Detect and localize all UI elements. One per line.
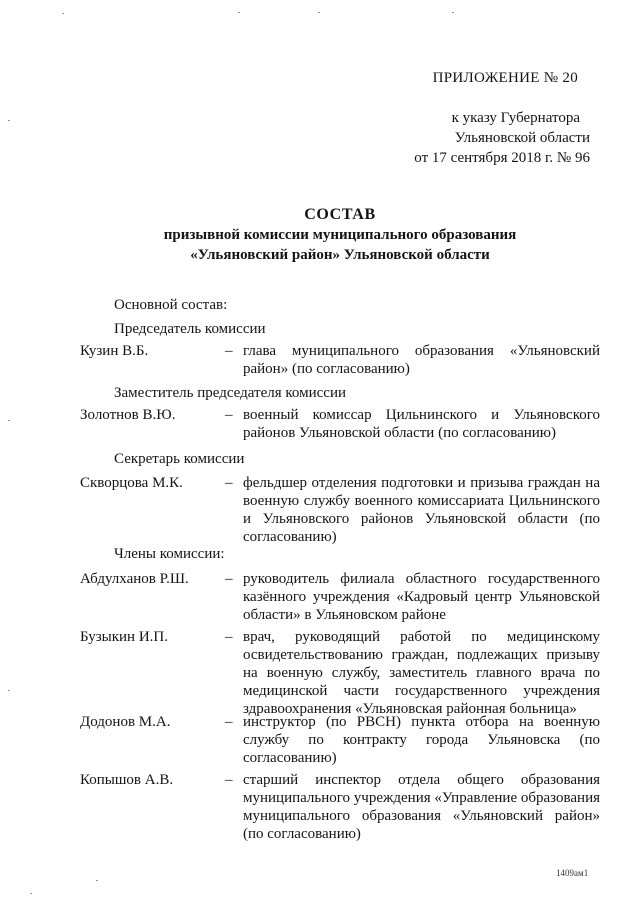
section-chairman: Председатель комиссии — [114, 321, 266, 337]
decree-line-2: Ульяновской области — [454, 130, 590, 146]
scan-speck — [96, 880, 98, 881]
scan-speck — [452, 12, 454, 13]
dash-separator: – — [225, 343, 233, 359]
member-position: фельдшер отделения подготовки и призыва граждан на военную службу военного комиссариата Цильнинского и Ульяновского районов Ульяновской области (по согласованию) — [243, 475, 600, 545]
decree-line-3: от 17 сентября 2018 г. № 96 — [414, 150, 590, 166]
section-main-composition: Основной состав: — [114, 297, 228, 313]
section-deputy: Заместитель председателя комиссии — [114, 385, 347, 401]
scan-speck — [8, 420, 10, 421]
decree-line-1: к указу Губернатора — [451, 110, 580, 126]
dash-separator: – — [225, 772, 233, 788]
footer-code: 1409ам1 — [556, 868, 589, 878]
title-line-2: призывной комиссии муниципального образования — [163, 227, 517, 243]
member-name: Абдулханов Р.Ш. — [80, 571, 189, 587]
decree-reference — [360, 108, 590, 168]
appendix-title: ПРИЛОЖЕНИЕ № 20 — [432, 70, 578, 86]
member-position: старший инспектор отдела общего образования муниципального учреждения «Управление образования муниципального образования «Ульяновский район» (по согласованию) — [243, 772, 600, 842]
scan-speck — [318, 12, 320, 13]
scan-speck — [8, 120, 10, 121]
member-name: Золотнов В.Ю. — [80, 407, 176, 423]
dash-separator: – — [225, 571, 233, 587]
member-position: врач, руководящий работой по медицинскому освидетельствованию граждан, подлежащих призыву на военную службу, заместитель главного врача по медицинской части государственного учреждения здравоохранения «Ульяновская районная больница» — [243, 629, 600, 717]
member-name: Бузыкин И.П. — [80, 629, 169, 645]
scan-speck — [238, 12, 240, 13]
section-members: Члены комиссии: — [114, 546, 225, 562]
scan-speck — [8, 690, 10, 691]
title-line-3: «Ульяновский район» Ульяновской области — [190, 247, 490, 263]
scan-speck — [62, 13, 64, 14]
member-position: руководитель филиала областного государственного казённого учреждения «Кадровый центр Ульяновской области» в Ульяновском районе — [243, 571, 600, 623]
member-position: инструктор (по РВСН) пункта отбора на военную службу по контракту города Ульяновска (по согласованию) — [243, 714, 600, 766]
member-position: глава муниципального образования «Ульяновский район» (по согласованию) — [243, 343, 600, 377]
member-name: Копышов А.В. — [80, 772, 174, 788]
dash-separator: – — [225, 475, 233, 491]
dash-separator: – — [225, 407, 233, 423]
member-name: Кузин В.Б. — [80, 343, 149, 359]
member-name: Скворцова М.К. — [80, 475, 183, 491]
document-title — [80, 205, 600, 265]
scan-speck — [30, 893, 32, 894]
dash-separator: – — [225, 629, 233, 645]
section-secretary: Секретарь комиссии — [114, 451, 245, 467]
dash-separator: – — [225, 714, 233, 730]
title-line-1: СОСТАВ — [304, 206, 376, 223]
member-position: военный комиссар Цильнинского и Ульяновского районов Ульяновской области (по согласованию) — [243, 407, 600, 441]
member-name: Додонов М.А. — [80, 714, 171, 730]
